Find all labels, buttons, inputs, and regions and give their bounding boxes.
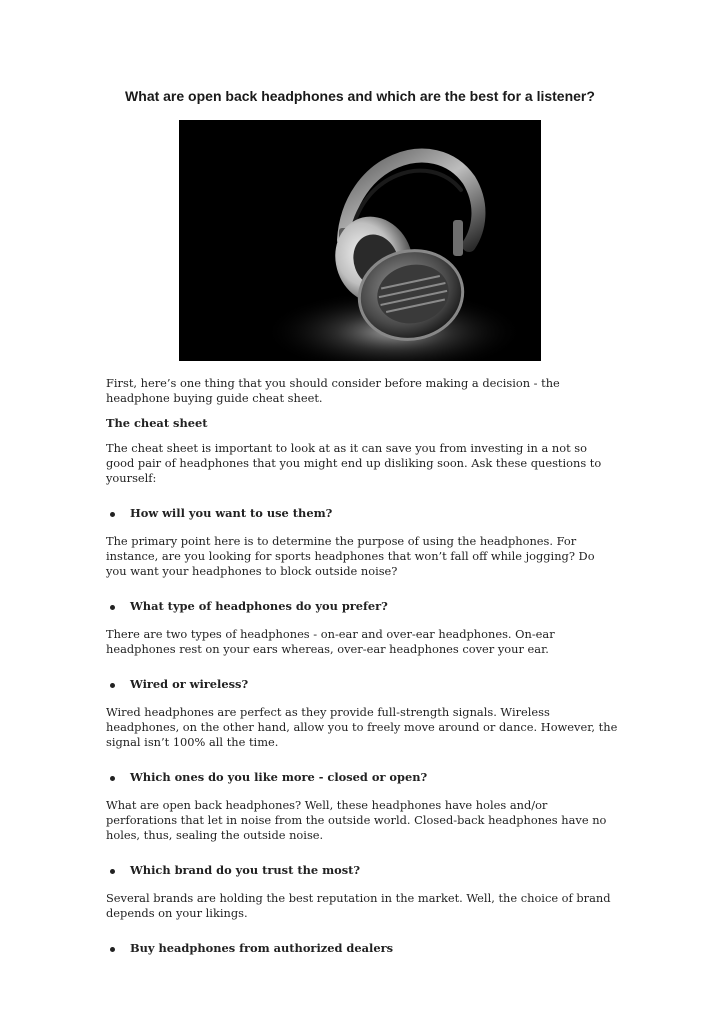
bullet-icon: [110, 947, 115, 952]
question-title: Wired or wireless?: [130, 677, 249, 691]
question-title: What type of headphones do you prefer?: [130, 599, 388, 613]
intro-paragraph: First, here’s one thing that you should consider before making a decision - the headphone buying guide cheat sheet.: [106, 376, 560, 405]
bullet-icon: [110, 605, 115, 610]
question-heading: [106, 863, 618, 878]
question-heading: [106, 770, 618, 785]
bullet-icon: [110, 683, 115, 688]
question-heading: [106, 506, 618, 521]
question-paragraph: There are two types of headphones - on-ear and over-ear headphones. On-ear headphones rest on your ears whereas, over-ear headphones cover your ear.: [106, 627, 555, 656]
article-body: [106, 376, 618, 969]
question-paragraph: The primary point here is to determine the purpose of using the headphones. For instance, are you looking for sports headphones that won’t fall off while jogging? Do you want your headphones to block outside noise?: [106, 534, 595, 578]
question-heading: [106, 941, 618, 956]
question-title: How will you want to use them?: [130, 506, 333, 520]
page-title: What are open back headphones and which are the best for a listener?: [125, 88, 595, 104]
bullet-icon: [110, 776, 115, 781]
question-heading: [106, 677, 618, 692]
headphones-illustration: [179, 120, 541, 361]
question-heading: [106, 599, 618, 614]
question-paragraph: What are open back headphones? Well, these headphones have holes and/or perforations that let in noise from the outside world. Closed-back headphones have no holes, thus, sealing the outside noise.: [106, 798, 607, 842]
question-title: Which ones do you like more - closed or open?: [130, 770, 428, 784]
bullet-icon: [110, 512, 115, 517]
headphones-image: [179, 120, 541, 361]
question-paragraph: Wired headphones are perfect as they provide full-strength signals. Wireless headphones, on the other hand, allow you to freely move around or dance. However, the signal isn’t 100% all the time.: [106, 705, 618, 749]
question-paragraph: Several brands are holding the best reputation in the market. Well, the choice of brand depends on your likings.: [106, 891, 611, 920]
question-title: Which brand do you trust the most?: [130, 863, 361, 877]
question-title: Buy headphones from authorized dealers: [130, 941, 393, 955]
section-heading: The cheat sheet: [106, 416, 208, 430]
bullet-icon: [110, 869, 115, 874]
section-paragraph: The cheat sheet is important to look at as it can save you from investing in a not so good pair of headphones that you might end up disliking soon. Ask these questions to yourself:: [106, 441, 602, 485]
